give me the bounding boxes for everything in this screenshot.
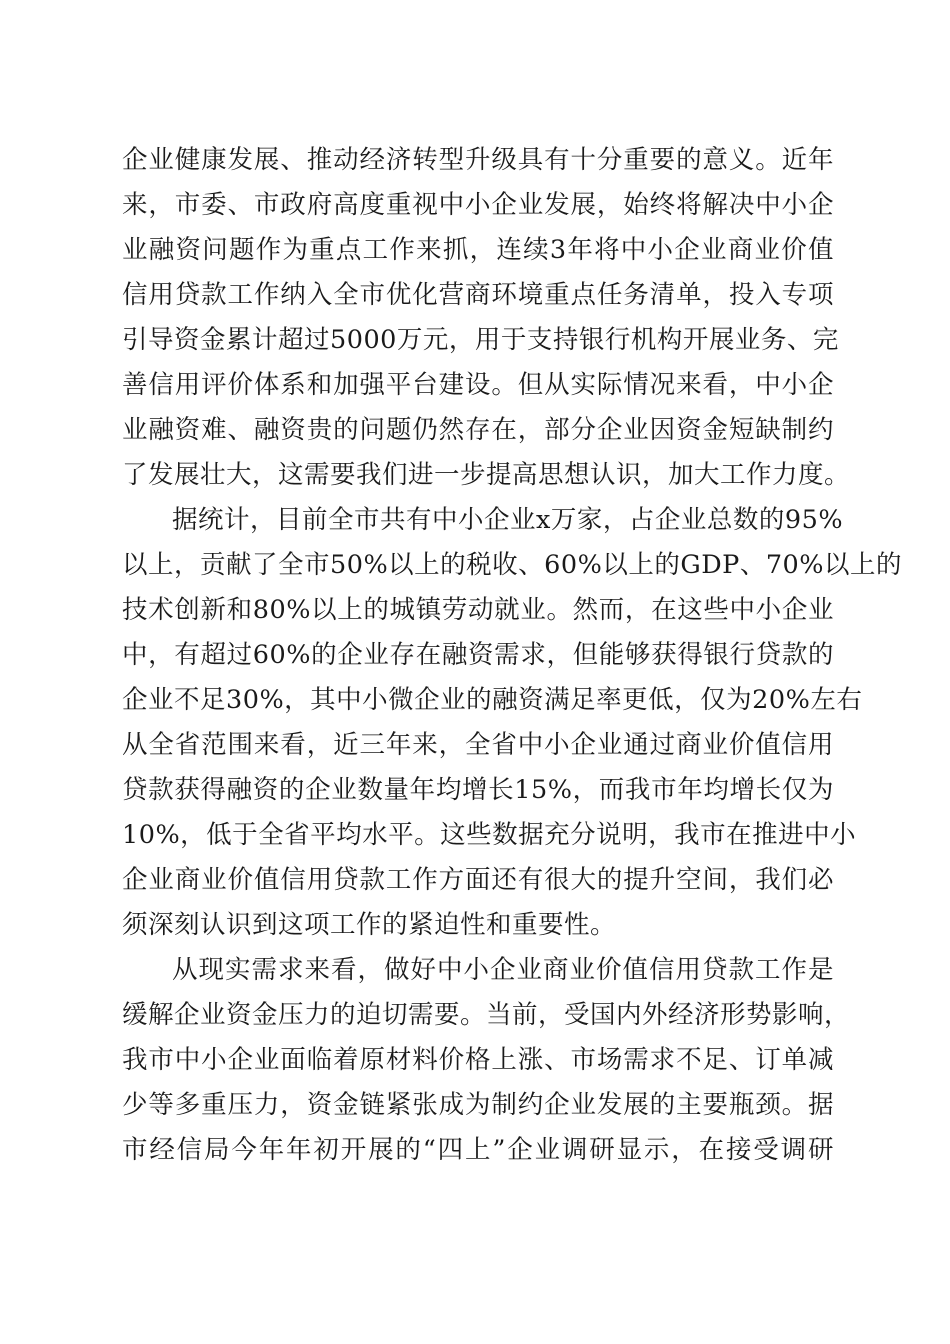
text-line: 中，有超过60%的企业存在融资需求，但能够获得银行贷款的 — [122, 640, 834, 670]
text-line: 从现实需求来看，做好中小企业商业价值信用贷款工作是 — [172, 955, 834, 985]
text-line: 企业商业价值信用贷款工作方面还有很大的提升空间，我们必 — [122, 865, 834, 895]
text-line: 业融资问题作为重点工作来抓，连续3年将中小企业商业价值 — [122, 235, 834, 265]
text-line: 缓解企业资金压力的迫切需要。当前，受国内外经济形势影响， — [122, 1000, 851, 1030]
text-line: 信用贷款工作纳入全市优化营商环境重点任务清单，投入专项 — [122, 280, 834, 310]
text-line: 10%，低于全省平均水平。这些数据充分说明，我市在推进中小 — [122, 820, 857, 850]
text-line: 技术创新和80%以上的城镇劳动就业。然而，在这些中小企业 — [122, 595, 834, 625]
text-line: 来，市委、市政府高度重视中小企业发展，始终将解决中小企 — [122, 190, 834, 220]
text-line: 企业不足30%，其中小微企业的融资满足率更低，仅为20%左右 — [122, 685, 863, 715]
text-line: 据统计，目前全市共有中小企业x万家，占企业总数的95% — [172, 505, 844, 535]
text-line: 市经信局今年年初开展的“四上”企业调研显示，在接受调研 — [122, 1135, 834, 1165]
text-line: 贷款获得融资的企业数量年均增长15%，而我市年均增长仅为 — [122, 775, 834, 805]
text-line: 了发展壮大，这需要我们进一步提高思想认识，加大工作力度。 — [122, 460, 851, 490]
text-line: 须深刻认识到这项工作的紧迫性和重要性。 — [122, 910, 617, 940]
text-line: 从全省范围来看，近三年来，全省中小企业通过商业价值信用 — [122, 730, 834, 760]
text-line: 善信用评价体系和加强平台建设。但从实际情况来看，中小企 — [122, 370, 834, 400]
text-line: 以上，贡献了全市50%以上的税收、60%以上的GDP、70%以上的 — [122, 550, 903, 580]
text-line: 少等多重压力，资金链紧张成为制约企业发展的主要瓶颈。据 — [122, 1090, 834, 1120]
text-line: 引导资金累计超过5000万元，用于支持银行机构开展业务、完 — [122, 325, 839, 355]
text-line: 业融资难、融资贵的问题仍然存在，部分企业因资金短缺制约 — [122, 415, 834, 445]
text-line: 我市中小企业面临着原材料价格上涨、市场需求不足、订单减 — [122, 1045, 834, 1075]
text-line: 企业健康发展、推动经济转型升级具有十分重要的意义。近年 — [122, 145, 834, 175]
